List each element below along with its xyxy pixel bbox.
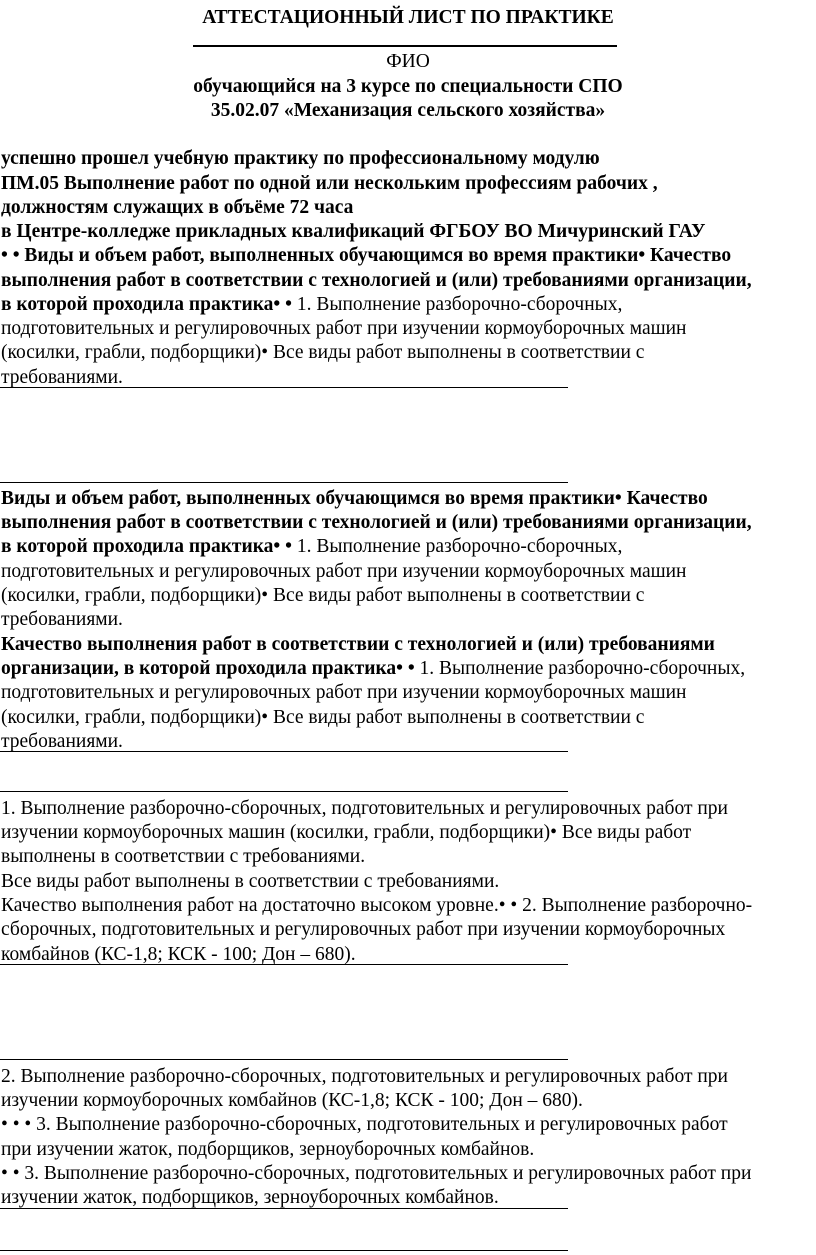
block2-line-2: выполнения работ в соответствии с технологией и (или) требованиями организации, <box>1 512 752 533</box>
divider-6 <box>0 1059 568 1060</box>
page-title: АТТЕСТАЦИОННЫЙ ЛИСТ ПО ПРАКТИКЕ <box>202 7 614 28</box>
block3-line-7: комбайнов (КС-1,8; КСК - 100; Дон – 680). <box>1 944 356 965</box>
intro-line-9: (косилки, грабли, подборщики)• Все виды работ выполнены в соответствии с <box>1 342 645 363</box>
block4-line-3: • • • 3. Выполнение разборочно-сборочных, подготовительных и регулировочных работ <box>1 1114 728 1135</box>
block4-line-5: • • 3. Выполнение разборочно-сборочных, подготовительных и регулировочных работ при <box>1 1163 752 1184</box>
block2-line-8 <box>1 657 814 682</box>
block2-line-3-bold: в которой проходила практика• • <box>1 536 297 557</box>
block2-line-9: подготовительных и регулировочных работ при изучении кормоуборочных машин <box>1 682 687 703</box>
block2-line-3 <box>1 535 814 560</box>
fio-underline <box>193 45 617 47</box>
intro-line-2: ПМ.05 Выполнение работ по одной или нескольким профессиям рабочих , <box>1 173 658 194</box>
fio-label: ФИО <box>386 51 430 72</box>
intro-line-4: в Центре-колледже прикладных квалификаций ФГБОУ ВО Мичуринский ГАУ <box>1 221 706 242</box>
divider-5 <box>0 964 568 965</box>
intro-line-6: выполнения работ в соответствии с технологией и (или) требованиями организации, <box>1 270 752 291</box>
block2-line-8-bold: организации, в которой проходила практика• • <box>1 658 420 679</box>
block3-line-1: 1. Выполнение разборочно-сборочных, подготовительных и регулировочных работ при <box>1 798 728 819</box>
intro-line-7-bold: в которой проходила практика• • <box>1 294 297 315</box>
block4-line-1: 2. Выполнение разборочно-сборочных, подготовительных и регулировочных работ при <box>1 1066 728 1087</box>
intro-line-5: • • Виды и объем работ, выполненных обучающимся во время практики• Качество <box>1 245 732 266</box>
divider-2 <box>0 482 568 483</box>
intro-line-10: требованиями. <box>1 367 123 388</box>
block2-line-7: Качество выполнения работ в соответствии с технологией и (или) требованиями <box>1 634 715 655</box>
block3-line-4: Все виды работ выполнены в соответствии с требованиями. <box>1 871 500 892</box>
block2-line-10: (косилки, грабли, подборщики)• Все виды работ выполнены в соответствии с <box>1 707 645 728</box>
block2-line-3-normal: 1. Выполнение разборочно-сборочных, <box>296 536 623 557</box>
divider-7 <box>0 1208 568 1209</box>
block2-line-8-normal: 1. Выполнение разборочно-сборочных, <box>419 658 746 679</box>
block2-line-1: Виды и объем работ, выполненных обучающимся во время практики• Качество <box>1 488 708 509</box>
specialty: 35.02.07 «Механизация сельского хозяйства» <box>210 100 606 121</box>
divider-1 <box>0 387 568 388</box>
block3-line-3: выполнены в соответствии с требованиями. <box>1 846 366 867</box>
block2-line-6: требованиями. <box>1 609 123 630</box>
divider-4 <box>0 791 568 792</box>
intro-line-7 <box>1 293 814 318</box>
block4-line-6: изучении жаток, подборщиков, зерноуборочных комбайнов. <box>1 1187 499 1208</box>
block4-line-2: изучении кормоуборочных комбайнов (КС-1,8; КСК - 100; Дон – 680). <box>1 1090 583 1111</box>
block3-line-5: Качество выполнения работ на достаточно высоком уровне.• • 2. Выполнение разборочно- <box>1 895 753 916</box>
block2-line-11: требованиями. <box>1 731 123 752</box>
intro-line-8: подготовительных и регулировочных работ при изучении кормоуборочных машин <box>1 318 687 339</box>
divider-8 <box>0 1250 568 1251</box>
block2-line-4: подготовительных и регулировочных работ при изучении кормоуборочных машин <box>1 561 687 582</box>
block2-line-5: (косилки, грабли, подборщики)• Все виды работ выполнены в соответствии с <box>1 585 645 606</box>
divider-3 <box>0 751 568 752</box>
intro-line-7-normal: 1. Выполнение разборочно-сборочных, <box>296 294 623 315</box>
intro-line-3: должностям служащих в объёме 72 часа <box>1 197 354 218</box>
intro-line-1: успешно прошел учебную практику по профессиональному модулю <box>1 148 600 169</box>
block3-line-6: сборочных, подготовительных и регулировочных работ при изучении кормоуборочных <box>1 919 726 940</box>
block4-line-4: при изучении жаток, подборщиков, зерноуборочных комбайнов. <box>1 1139 535 1160</box>
block3-line-2: изучении кормоуборочных машин (косилки, грабли, подборщики)• Все виды работ <box>1 822 692 843</box>
student-line: обучающийся на 3 курсе по специальности СПО <box>193 76 623 97</box>
